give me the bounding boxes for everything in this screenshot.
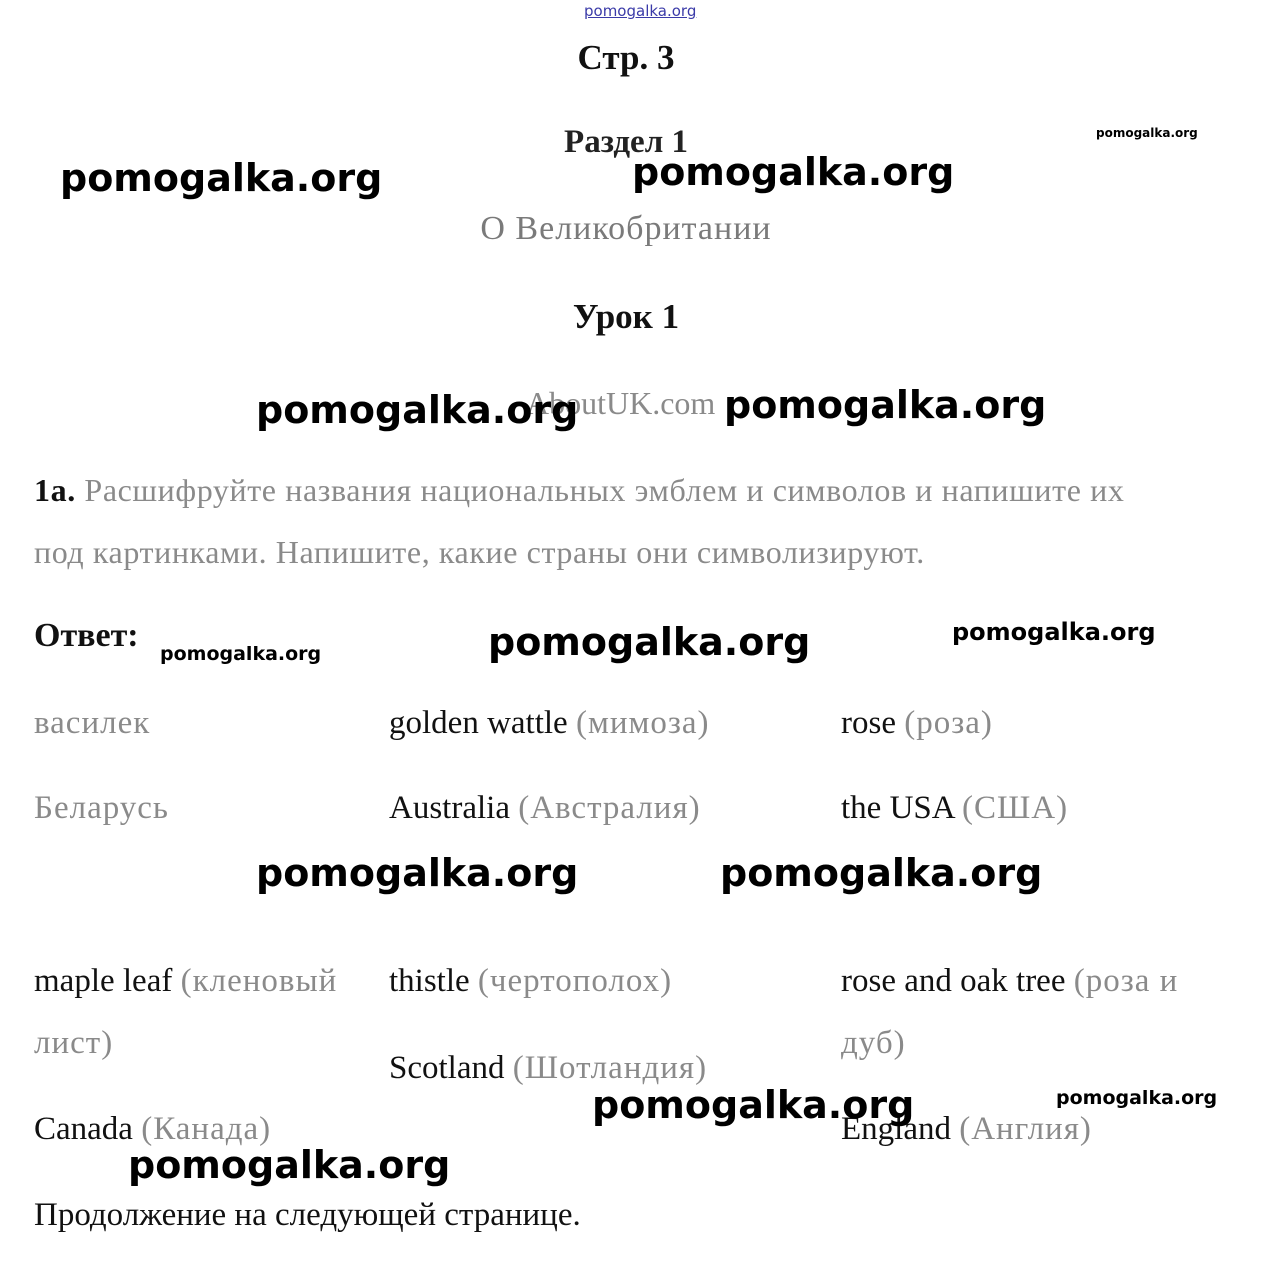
answer-4-country: Canada (Канада) — [34, 1111, 272, 1147]
answer-label: Ответ: — [34, 617, 139, 654]
continued-note: Продолжение на следующей странице. — [34, 1197, 581, 1233]
lesson-heading: Урок 1 — [572, 297, 680, 336]
answer-6-symbol-cont: дуб) — [841, 1025, 906, 1061]
section-title: О Великобритании — [480, 210, 772, 247]
answer-1-country: Беларусь — [34, 790, 169, 826]
watermark: pomogalka.org — [256, 851, 579, 895]
answer-5-symbol: thistle (чертополох) — [389, 963, 673, 999]
answer-5-country: Scotland (Шотландия) — [389, 1050, 708, 1086]
watermark: pomogalka.org — [1056, 1087, 1218, 1109]
answer-6-symbol: rose and oak tree (роза и — [841, 963, 1179, 999]
watermark: pomogalka.org — [1096, 126, 1198, 140]
answer-6-country: England (Англия) — [841, 1111, 1092, 1147]
site-name: AboutUK.com — [526, 385, 716, 421]
answer-4-symbol: maple leaf (кленовый — [34, 963, 338, 999]
page-number: Стр. 3 — [577, 38, 675, 77]
watermark: pomogalka.org — [632, 150, 955, 194]
watermark: pomogalka.org — [952, 618, 1156, 646]
section-heading: Раздел 1 — [564, 124, 688, 160]
answer-3-country: the USA (США) — [841, 790, 1069, 826]
task-number: 1a. — [34, 472, 76, 508]
answer-4-symbol-cont: лист) — [34, 1025, 114, 1061]
watermark: pomogalka.org — [720, 851, 1043, 895]
watermark: pomogalka.org — [60, 156, 383, 200]
watermark: pomogalka.org — [724, 383, 1047, 427]
watermark: pomogalka.org — [128, 1143, 451, 1187]
watermark: pomogalka.org — [592, 1083, 915, 1127]
watermark: pomogalka.org — [160, 643, 322, 665]
answer-2-symbol: golden wattle (мимоза) — [389, 705, 710, 741]
task-line-1 — [34, 472, 1124, 509]
task-line-2: под картинками. Напишите, какие страны они символизируют. — [34, 534, 925, 570]
answer-1-symbol: василек — [34, 705, 151, 741]
watermark: pomogalka.org — [256, 388, 579, 432]
answer-3-symbol: rose (роза) — [841, 705, 993, 741]
answer-2-country: Australia (Австралия) — [389, 790, 701, 826]
task-text-1: Расшифруйте названия национальных эмблем и символов и напишите их — [84, 472, 1125, 508]
watermark-top: pomogalka.org — [584, 2, 697, 20]
watermark: pomogalka.org — [488, 620, 811, 664]
